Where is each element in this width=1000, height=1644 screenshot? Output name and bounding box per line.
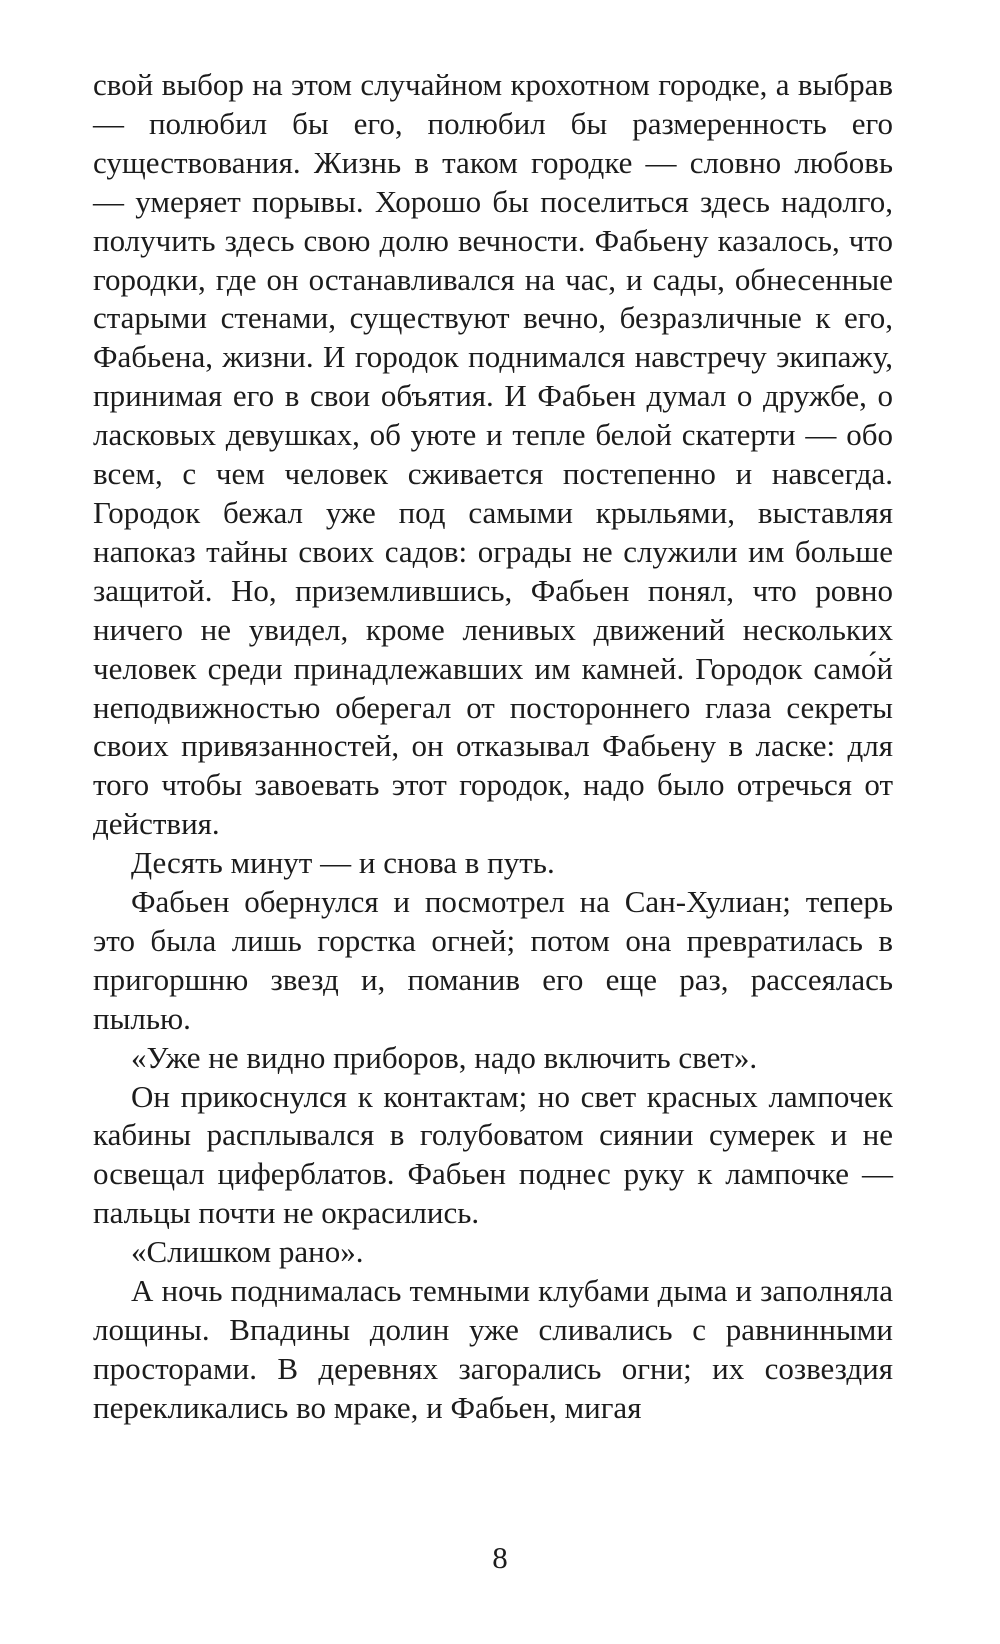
page-number: 8 (492, 1540, 508, 1575)
paragraph-2: Десять минут — и снова в путь. (131, 845, 555, 881)
paragraph-3: Фабьен обернулся и посмотрел на Сан-Хулиан; теперь это была лишь горстка огней; потом она превратилась в пригоршню звезд и, поманив его еще раз, рассеялась пылью. (93, 884, 893, 1036)
paragraph-4: «Уже не видно приборов, надо включить свет». (131, 1039, 758, 1075)
page-body (93, 66, 893, 1428)
paragraph-7: А ночь поднималась темными клубами дыма и заполняла лощины. Впадины долин уже сливались с равнинными просторами. В деревнях загорались огни; их созвездия перекликались во мраке, и Фабьен, мигая (93, 1273, 893, 1425)
paragraph-1: свой выбор на этом случайном крохотном городке, а выбрав — полюбил бы его, полюбил бы размеренность его существования. Жизнь в таком городке — словно любовь — умеряет порывы. Хорошо бы поселиться здесь надолго, получить здесь свою долю вечности. Фабьену казалось, что городки, где он останавливался на час, и сады, обнесенные старыми стенами, существуют вечно, безразличные к его, Фабьена, жизни. И городок поднимался навстречу экипажу, принимая его в свои объятия. И Фабьен думал о дружбе, о ласковых девушках, об уюте и тепле белой скатерти — обо всем, с чем человек сживается постепенно и навсегда. Городок бежал уже под самыми крыльями, выставляя напоказ тайны своих садов: ограды не служили им больше защитой. Но, приземлившись, Фабьен понял, что ровно ничего не увидел, кроме ленивых движений нескольких человек среди принадлежавших им камней. Городок само́й неподвижностью оберегал от постороннего глаза секреты своих привязанностей, он отказывал Фабьену в ласке: для того чтобы завоевать этот городок, надо было отречься от действия. (93, 67, 893, 842)
paragraph-6: «Слишком рано». (131, 1234, 364, 1270)
paragraph-5: Он прикоснулся к контактам; но свет красных лампочек кабины расплывался в голубоватом сиянии сумерек и не освещал циферблатов. Фабьен поднес руку к лампочке — пальцы почти не окрасились. (93, 1078, 893, 1231)
